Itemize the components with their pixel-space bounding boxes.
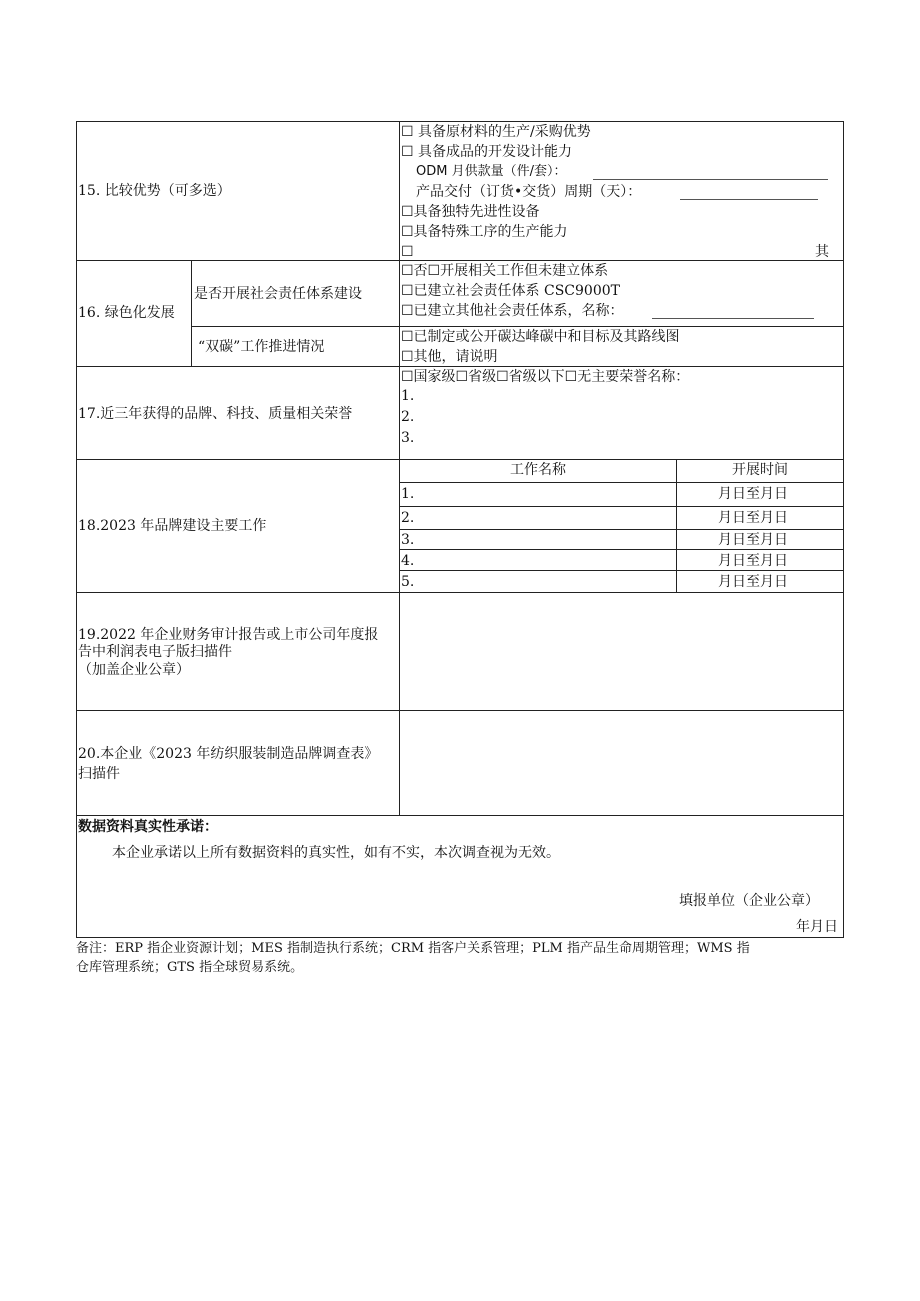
delivery-cycle-label: 产品交付（订货•交货）周期（天）： (416, 184, 642, 200)
row18-label: 18.2023 年品牌建设主要工作 (78, 518, 267, 534)
honor-item-3[interactable]: 3. (401, 430, 415, 446)
pledge-unit: 填报单位（企业公章） (679, 893, 819, 909)
notes-line2: 仓库管理系统；GTS 指全球贸易系统。 (76, 960, 304, 975)
honor-item-1[interactable]: 1. (401, 388, 415, 404)
csr-system-label: 是否开展社会责任体系建设 (194, 286, 362, 302)
work-item-number: 5. (401, 574, 415, 590)
row16-label: 16. 绿色化发展 (78, 305, 175, 321)
dual-carbon-label: “双碳”工作推进情况 (198, 339, 325, 355)
col-header-time: 开展时间 (732, 462, 788, 478)
row19-label-line2: 告中利润表电子版扫描件 (78, 644, 232, 660)
row17-label: 17.近三年获得的品牌、科技、质量相关荣誉 (78, 406, 353, 422)
work-item-number: 3. (401, 532, 415, 548)
col-header-work-name: 工作名称 (510, 462, 566, 478)
delivery-cycle-field[interactable] (680, 199, 818, 200)
work-item-time[interactable]: 月日至月日 (718, 574, 788, 590)
checkbox-csc9000t[interactable]: ☐已建立社会责任体系 CSC9000T (401, 283, 620, 299)
honor-item-2[interactable]: 2. (401, 409, 415, 425)
work-item-number: 1. (401, 486, 415, 502)
work-item-number: 4. (401, 553, 415, 569)
checkbox-design-ability[interactable]: ☐ 具备成品的开发设计能力 (401, 144, 573, 160)
pledge-date: 年月日 (796, 919, 838, 935)
row20-label-line2: 扫描件 (78, 766, 120, 782)
row-divider (76, 815, 844, 816)
row19-label-line1: 19.2022 年企业财务审计报告或上市公司年度报 (78, 627, 379, 643)
odm-supply-field[interactable] (593, 179, 828, 180)
notes-line1: 备注：ERP 指企业资源计划；MES 指制造执行系统；CRM 指客户关系管理；PLM 指产品生命周期管理；WMS 指 (76, 941, 750, 956)
checkbox-carbon-other[interactable]: ☐其他，请说明 (401, 349, 498, 365)
pledge-body: 本企业承诺以上所有数据资料的真实性，如有不实，本次调查视为无效。 (112, 845, 560, 861)
checkbox-csr-other[interactable]: ☐已建立其他社会责任体系，名称： (401, 303, 624, 319)
work-item-time[interactable]: 月日至月日 (718, 510, 788, 526)
checkbox-raw-material[interactable]: ☐ 具备原材料的生产/采购优势 (401, 124, 591, 140)
honor-level-checkboxes[interactable]: ☐国家级☐省级☐省级以下☐无主要荣誉名称： (401, 369, 690, 385)
row16-subdivider (191, 260, 192, 366)
table-border-bottom (76, 937, 844, 938)
work-item-time[interactable]: 月日至月日 (718, 532, 788, 548)
row18-line (399, 482, 844, 483)
checkbox-other[interactable]: ☐ (401, 244, 414, 260)
checkbox-unique-equipment[interactable]: ☐具备独特先进性设备 (401, 204, 540, 220)
other-label: 其 (815, 244, 829, 260)
work-item-number: 2. (401, 510, 415, 526)
row19-upload-area[interactable] (400, 593, 843, 710)
checkbox-carbon-target[interactable]: ☐已制定或公开碳达峰碳中和目标及其路线图 (401, 329, 680, 345)
csr-other-name-field[interactable] (652, 318, 814, 319)
row19-label-line3: （加盖企业公章） (78, 662, 190, 678)
odm-supply-label: ODM 月供款量（件/套）： (416, 164, 567, 179)
row20-label-line1: 20.本企业《2023 年纺织服装制造品牌调查表》 (78, 746, 379, 762)
work-item-time[interactable]: 月日至月日 (718, 486, 788, 502)
row18-line (399, 506, 844, 507)
pledge-title: 数据资料真实性承诺： (78, 819, 218, 835)
checkbox-csr-none[interactable]: ☐否☐开展相关工作但未建立体系 (401, 263, 609, 279)
row20-upload-area[interactable] (400, 711, 843, 815)
row15-label: 15. 比较优势（可多选） (78, 183, 231, 199)
checkbox-special-process[interactable]: ☐具备特殊工序的生产能力 (401, 224, 568, 240)
work-item-time[interactable]: 月日至月日 (718, 553, 788, 569)
